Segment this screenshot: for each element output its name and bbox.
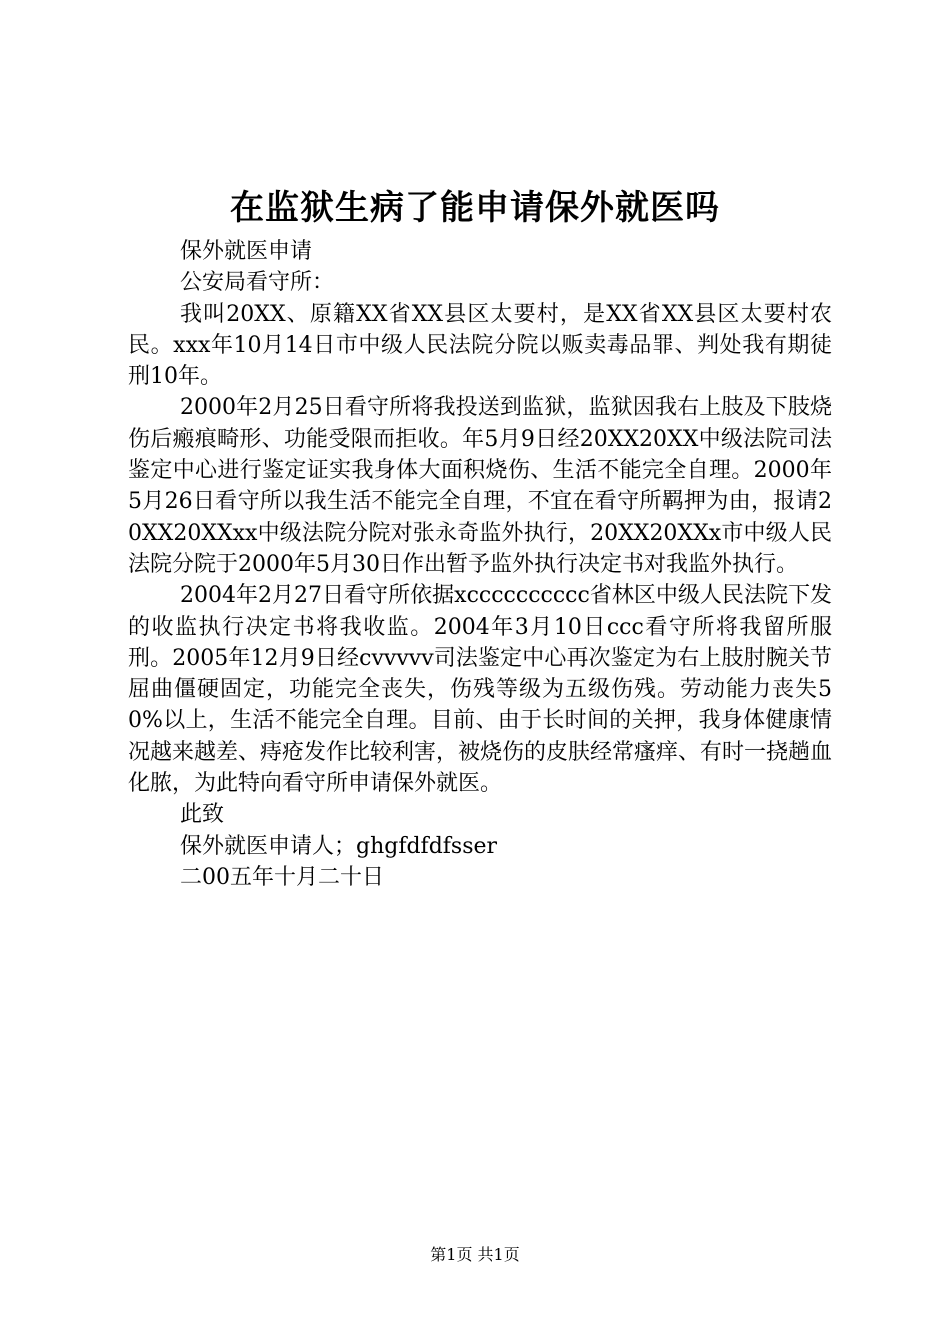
paragraph-3: 2004年2月27日看守所依据xcccccccccc省林区中级人民法院下发的收监执行决定书将我收监。2004年3月10日ccc看守所将我留所服刑。2005年12月9日经cvvvvv司法鉴定中心再次鉴定为右上肢肘腕关节屈曲僵硬固定，功能完全丧失，伤残等级为五级伤残。劳动能力丧失50%以上，生活不能完全自理。目前、由于长时间的关押，我身体健康情况越来越差、痔疮发作比较利害，被烧伤的皮肤经常瘙痒、有时一挠趟血化脓，为此特向看守所申请保外就医。 xyxy=(128,583,833,797)
addressee: 公安局看守所： xyxy=(180,270,335,296)
signature: 保外就医申请人；ghgfdfdfsser xyxy=(180,833,498,859)
paragraph-1: 我叫20XX、原籍XX省XX县区太要村，是XX省XX县区太要村农民。xxx年10月14日市中级人民法院分院以贩卖毒品罪、判处我有期徒刑10年。 xyxy=(128,301,832,390)
closing: 此致 xyxy=(180,802,225,828)
date: 二00五年十月二十日 xyxy=(180,864,384,890)
page-footer: 第1页 共1页 xyxy=(430,1245,520,1264)
paragraph-2: 2000年2月25日看守所将我投送到监狱，监狱因我右上肢及下肢烧伤后瘢痕畸形、功能受限而拒收。年5月9日经20XX20XX中级法院司法鉴定中心进行鉴定证实我身体大面积烧伤、生活不能完全自理。2000年5月26日看守所以我生活不能完全自理，不宜在看守所羁押为由，报请20XX20XXxx中级法院分院对张永奇监外执行，20XX20XXx市中级人民法院分院于2000年5月30日作出暂予监外执行决定书对我监外执行。 xyxy=(128,395,832,577)
document-body xyxy=(128,236,832,893)
document-title: 在监狱生病了能申请保外就医吗 xyxy=(230,188,720,228)
application-heading: 保外就医申请 xyxy=(180,239,313,264)
